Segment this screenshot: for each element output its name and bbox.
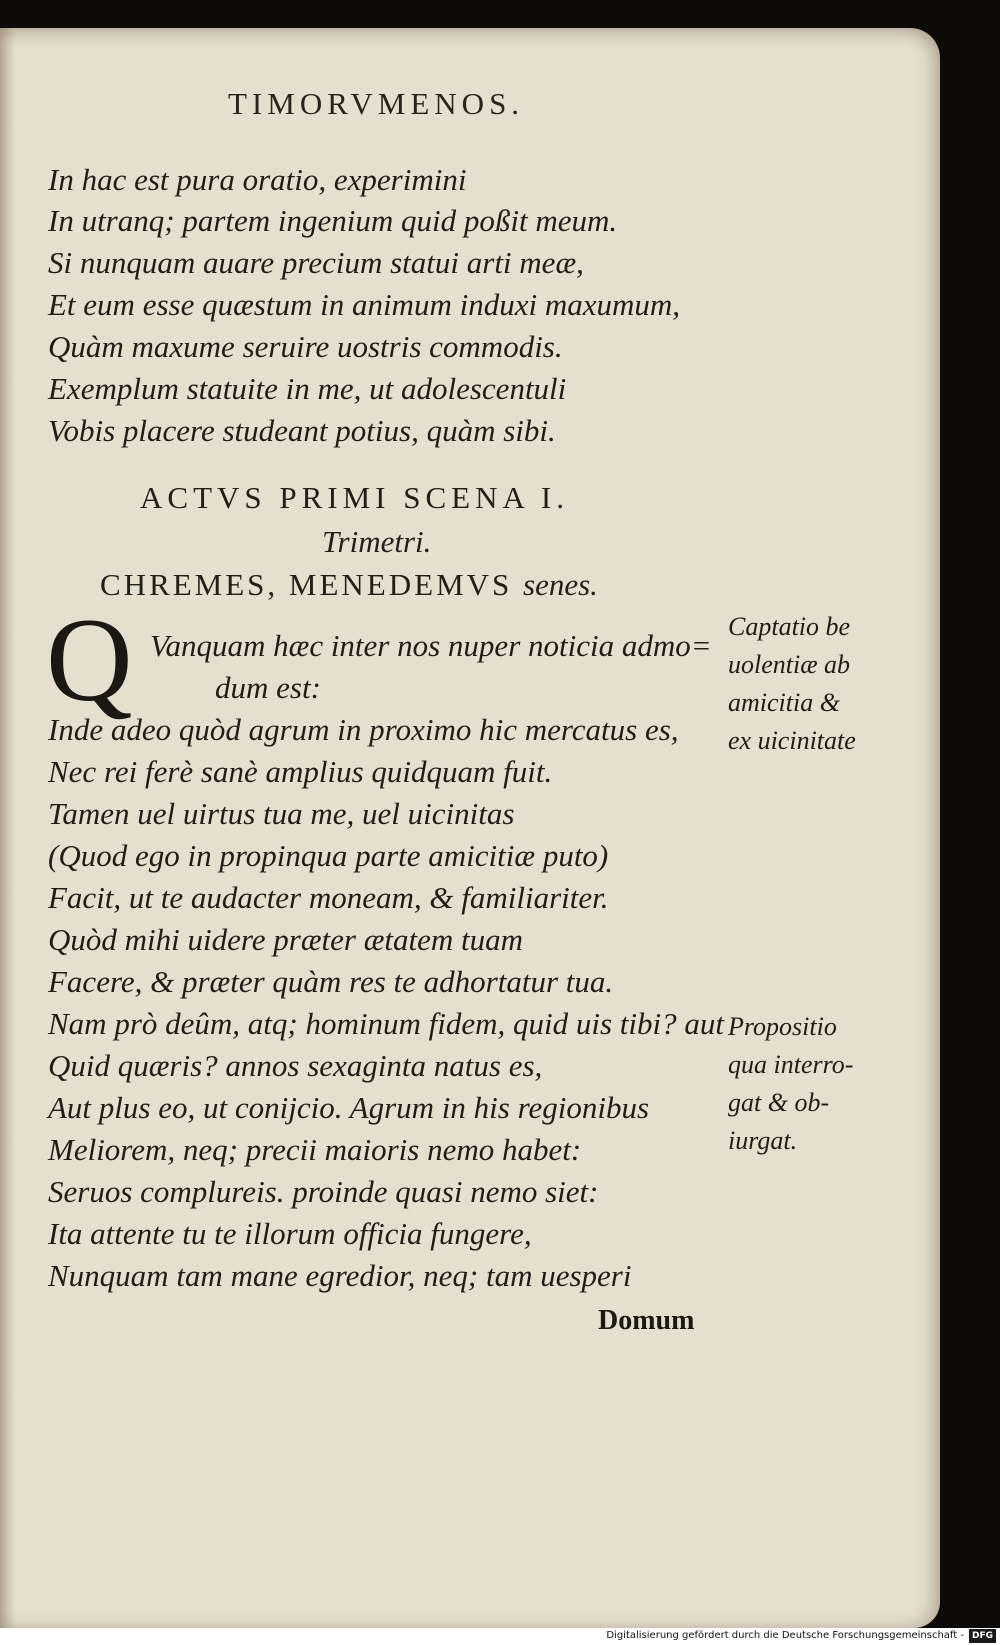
scene-line: Nec rei ferè sanè amplius quidquam fuit. bbox=[48, 754, 553, 789]
prologue-line: Si nunquam auare precium statui arti meæ, bbox=[48, 245, 584, 280]
scene-line: Seruos complureis. proinde quasi nemo siet: bbox=[48, 1174, 599, 1209]
prologue-line: Quàm maxume seruire uostris commodis. bbox=[48, 329, 563, 364]
running-head: TIMORVMENOS. bbox=[228, 86, 525, 121]
prologue-line: Exemplum statuite in me, ut adolescentuli bbox=[48, 371, 567, 406]
note-line: qua interro- bbox=[728, 1050, 854, 1079]
scene-line: Tamen uel uirtus tua me, uel uicinitas bbox=[48, 796, 515, 831]
note-line: uolentiæ ab bbox=[728, 650, 851, 679]
digitization-footer bbox=[0, 1628, 1000, 1645]
scene-line: Facere, & præter quàm res te adhortatur tua. bbox=[48, 964, 614, 999]
note-line: iurgat. bbox=[728, 1126, 798, 1155]
scene-line: (Quod ego in propinqua parte amicitiæ puto) bbox=[48, 838, 609, 873]
scene-line: Facit, ut te audacter moneam, & familiariter. bbox=[48, 880, 609, 915]
scene-line: Inde adeo quòd agrum in proximo hic mercatus es, bbox=[48, 712, 679, 747]
drop-cap: Q bbox=[46, 593, 133, 726]
dramatis-personae bbox=[100, 567, 598, 603]
note-line: ex uicinitate bbox=[728, 726, 856, 755]
scene-line: Quòd mihi uidere præter ætatem tuam bbox=[48, 922, 524, 957]
note-line: Captatio be bbox=[728, 612, 851, 641]
prologue-line: Et eum esse quæstum in animum induxi maxumum, bbox=[48, 287, 680, 322]
marginal-note-captatio bbox=[728, 608, 856, 760]
note-line: Propositio bbox=[728, 1012, 837, 1041]
dfg-logo: DFG bbox=[969, 1629, 996, 1643]
scene-first-line: Vanquam hæc inter nos nuper noticia admo= bbox=[150, 628, 712, 663]
scene-line: Nunquam tam mane egredior, neq; tam uesperi bbox=[48, 1258, 632, 1293]
act-heading: ACTVS PRIMI SCENA I. bbox=[140, 480, 569, 515]
prologue-line: In hac est pura oratio, experimini bbox=[48, 162, 467, 197]
scene-first-line-continued: dum est: bbox=[215, 670, 321, 705]
scene-line: Quid quæris? annos sexaginta natus es, bbox=[48, 1048, 543, 1083]
persons-names: CHREMES, MENEDEMVS bbox=[100, 567, 513, 602]
note-line: amicitia & bbox=[728, 688, 840, 717]
catchword: Domum bbox=[598, 1305, 695, 1336]
scene-line: Meliorem, neq; precii maioris nemo habet: bbox=[48, 1132, 582, 1167]
marginal-note-propositio bbox=[728, 1008, 853, 1160]
prologue-line: Vobis placere studeant potius, quàm sibi. bbox=[48, 413, 556, 448]
footer-text: Digitalisierung gefördert durch die Deutsche Forschungsgemeinschaft - bbox=[606, 1630, 964, 1641]
scene-line: Ita attente tu te illorum officia fungere, bbox=[48, 1216, 532, 1251]
scene-line: Nam prò deûm, atq; hominum fidem, quid uis tibi? aut bbox=[48, 1006, 724, 1041]
note-line: gat & ob- bbox=[728, 1088, 830, 1117]
scene-line: Aut plus eo, ut conijcio. Agrum in his regionibus bbox=[48, 1090, 650, 1125]
prologue-line: In utranq; partem ingenium quid poßit meum. bbox=[48, 203, 618, 238]
meter-label: Trimetri. bbox=[322, 524, 432, 559]
persons-suffix: senes. bbox=[523, 567, 598, 602]
